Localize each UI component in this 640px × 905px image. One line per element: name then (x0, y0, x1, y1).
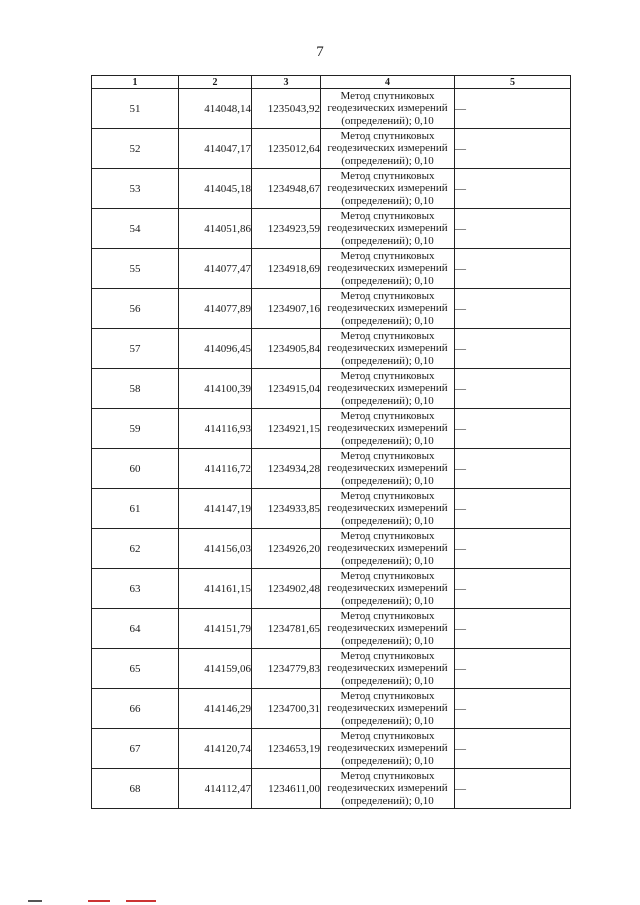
point-number-cell: 51 (92, 89, 179, 129)
table-row (92, 529, 571, 569)
table-row (92, 689, 571, 729)
table-row (92, 569, 571, 609)
method-cell: Метод спутниковых геодезических измерений (определений); 0,10 (321, 529, 455, 569)
column-header: 2 (179, 76, 252, 89)
x-coordinate-cell: 414048,14 (179, 89, 252, 129)
note-cell: — (455, 569, 571, 609)
note-cell: — (455, 369, 571, 409)
note-cell: — (455, 489, 571, 529)
note-cell: — (455, 129, 571, 169)
point-number-cell: 67 (92, 729, 179, 769)
y-coordinate-cell: 1234948,67 (252, 169, 321, 209)
method-cell: Метод спутниковых геодезических измерений (определений); 0,10 (321, 769, 455, 809)
x-coordinate-cell: 414156,03 (179, 529, 252, 569)
method-cell: Метод спутниковых геодезических измерений (определений); 0,10 (321, 569, 455, 609)
y-coordinate-cell: 1234934,28 (252, 449, 321, 489)
method-cell: Метод спутниковых геодезических измерений (определений); 0,10 (321, 169, 455, 209)
x-coordinate-cell: 414146,29 (179, 689, 252, 729)
y-coordinate-cell: 1234933,85 (252, 489, 321, 529)
method-cell: Метод спутниковых геодезических измерений (определений); 0,10 (321, 129, 455, 169)
y-coordinate-cell: 1234905,84 (252, 329, 321, 369)
table-body (92, 89, 571, 809)
table-row (92, 289, 571, 329)
method-cell: Метод спутниковых геодезических измерений (определений); 0,10 (321, 409, 455, 449)
note-cell: — (455, 169, 571, 209)
x-coordinate-cell: 414161,15 (179, 569, 252, 609)
point-number-cell: 61 (92, 489, 179, 529)
table-row (92, 329, 571, 369)
table-row (92, 169, 571, 209)
method-cell: Метод спутниковых геодезических измерений (определений); 0,10 (321, 249, 455, 289)
point-number-cell: 52 (92, 129, 179, 169)
y-coordinate-cell: 1234915,04 (252, 369, 321, 409)
method-cell: Метод спутниковых геодезических измерений (определений); 0,10 (321, 649, 455, 689)
point-number-cell: 55 (92, 249, 179, 289)
x-coordinate-cell: 414151,79 (179, 609, 252, 649)
x-coordinate-cell: 414051,86 (179, 209, 252, 249)
x-coordinate-cell: 414120,74 (179, 729, 252, 769)
note-cell: — (455, 329, 571, 369)
table-row (92, 89, 571, 129)
point-number-cell: 60 (92, 449, 179, 489)
method-cell: Метод спутниковых геодезических измерений (определений); 0,10 (321, 329, 455, 369)
method-cell: Метод спутниковых геодезических измерений (определений); 0,10 (321, 449, 455, 489)
note-cell: — (455, 609, 571, 649)
method-cell: Метод спутниковых геодезических измерений (определений); 0,10 (321, 689, 455, 729)
page-number: 7 (316, 44, 324, 60)
column-header: 3 (252, 76, 321, 89)
scan-mark (88, 900, 110, 902)
table-header-row (92, 76, 571, 89)
table-row (92, 209, 571, 249)
note-cell: — (455, 409, 571, 449)
point-number-cell: 56 (92, 289, 179, 329)
point-number-cell: 59 (92, 409, 179, 449)
y-coordinate-cell: 1235043,92 (252, 89, 321, 129)
note-cell: — (455, 249, 571, 289)
method-cell: Метод спутниковых геодезических измерений (определений); 0,10 (321, 209, 455, 249)
note-cell: — (455, 209, 571, 249)
table-row (92, 249, 571, 289)
scan-edge-marks (0, 898, 640, 905)
y-coordinate-cell: 1234779,83 (252, 649, 321, 689)
y-coordinate-cell: 1234653,19 (252, 729, 321, 769)
y-coordinate-cell: 1234611,00 (252, 769, 321, 809)
method-cell: Метод спутниковых геодезических измерений (определений); 0,10 (321, 289, 455, 329)
x-coordinate-cell: 414100,39 (179, 369, 252, 409)
y-coordinate-cell: 1234918,69 (252, 249, 321, 289)
table-row (92, 489, 571, 529)
y-coordinate-cell: 1235012,64 (252, 129, 321, 169)
y-coordinate-cell: 1234926,20 (252, 529, 321, 569)
coordinates-table (91, 75, 571, 809)
note-cell: — (455, 289, 571, 329)
method-cell: Метод спутниковых геодезических измерений (определений); 0,10 (321, 489, 455, 529)
note-cell: — (455, 649, 571, 689)
point-number-cell: 54 (92, 209, 179, 249)
method-cell: Метод спутниковых геодезических измерений (определений); 0,10 (321, 729, 455, 769)
y-coordinate-cell: 1234902,48 (252, 569, 321, 609)
column-header: 1 (92, 76, 179, 89)
x-coordinate-cell: 414116,93 (179, 409, 252, 449)
note-cell: — (455, 449, 571, 489)
note-cell: — (455, 689, 571, 729)
scan-mark (126, 900, 156, 902)
note-cell: — (455, 729, 571, 769)
table-row (92, 409, 571, 449)
point-number-cell: 65 (92, 649, 179, 689)
x-coordinate-cell: 414116,72 (179, 449, 252, 489)
table-row (92, 129, 571, 169)
x-coordinate-cell: 414159,06 (179, 649, 252, 689)
table-row (92, 769, 571, 809)
x-coordinate-cell: 414147,19 (179, 489, 252, 529)
x-coordinate-cell: 414077,47 (179, 249, 252, 289)
table-row (92, 649, 571, 689)
y-coordinate-cell: 1234781,65 (252, 609, 321, 649)
point-number-cell: 53 (92, 169, 179, 209)
point-number-cell: 68 (92, 769, 179, 809)
y-coordinate-cell: 1234907,16 (252, 289, 321, 329)
note-cell: — (455, 529, 571, 569)
table-row (92, 449, 571, 489)
y-coordinate-cell: 1234700,31 (252, 689, 321, 729)
point-number-cell: 62 (92, 529, 179, 569)
point-number-cell: 57 (92, 329, 179, 369)
x-coordinate-cell: 414096,45 (179, 329, 252, 369)
table-row (92, 729, 571, 769)
y-coordinate-cell: 1234923,59 (252, 209, 321, 249)
point-number-cell: 63 (92, 569, 179, 609)
y-coordinate-cell: 1234921,15 (252, 409, 321, 449)
x-coordinate-cell: 414112,47 (179, 769, 252, 809)
note-cell: — (455, 89, 571, 129)
method-cell: Метод спутниковых геодезических измерений (определений); 0,10 (321, 89, 455, 129)
table-row (92, 369, 571, 409)
point-number-cell: 64 (92, 609, 179, 649)
table-row (92, 609, 571, 649)
method-cell: Метод спутниковых геодезических измерений (определений); 0,10 (321, 609, 455, 649)
column-header: 4 (321, 76, 455, 89)
point-number-cell: 58 (92, 369, 179, 409)
x-coordinate-cell: 414047,17 (179, 129, 252, 169)
point-number-cell: 66 (92, 689, 179, 729)
x-coordinate-cell: 414077,89 (179, 289, 252, 329)
note-cell: — (455, 769, 571, 809)
x-coordinate-cell: 414045,18 (179, 169, 252, 209)
column-header: 5 (455, 76, 571, 89)
scan-mark (28, 900, 42, 902)
method-cell: Метод спутниковых геодезических измерений (определений); 0,10 (321, 369, 455, 409)
